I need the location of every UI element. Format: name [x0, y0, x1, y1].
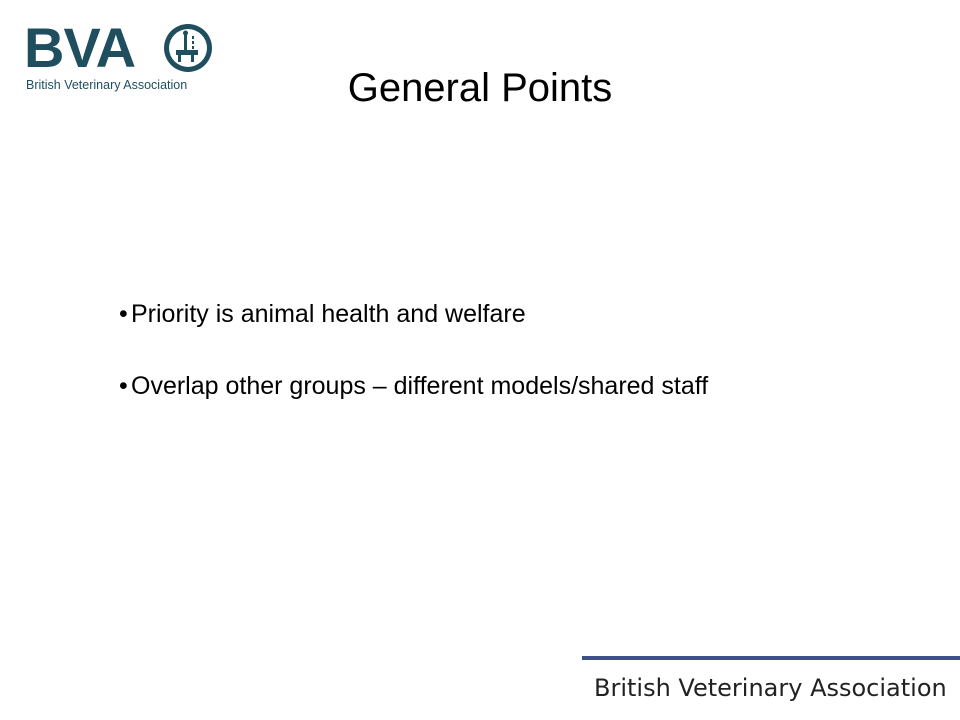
- bullet-marker: •: [119, 300, 128, 328]
- footer-text: British Veterinary Association: [594, 674, 947, 702]
- slide-title-text: General Points: [347, 66, 613, 110]
- bullet-marker: •: [119, 372, 128, 400]
- slide-title: [0, 64, 960, 112]
- bullet-item: [119, 292, 939, 336]
- bullet-item: [119, 364, 939, 408]
- bullet-text: Overlap other groups – different models/shared staff: [131, 372, 709, 400]
- bullet-list: [119, 292, 939, 436]
- footer-divider: [582, 656, 960, 660]
- logo-subtitle: British Veterinary Association: [26, 78, 188, 92]
- bullet-text: Priority is animal health and welfare: [131, 300, 526, 328]
- logo-letters: BVA: [24, 16, 136, 79]
